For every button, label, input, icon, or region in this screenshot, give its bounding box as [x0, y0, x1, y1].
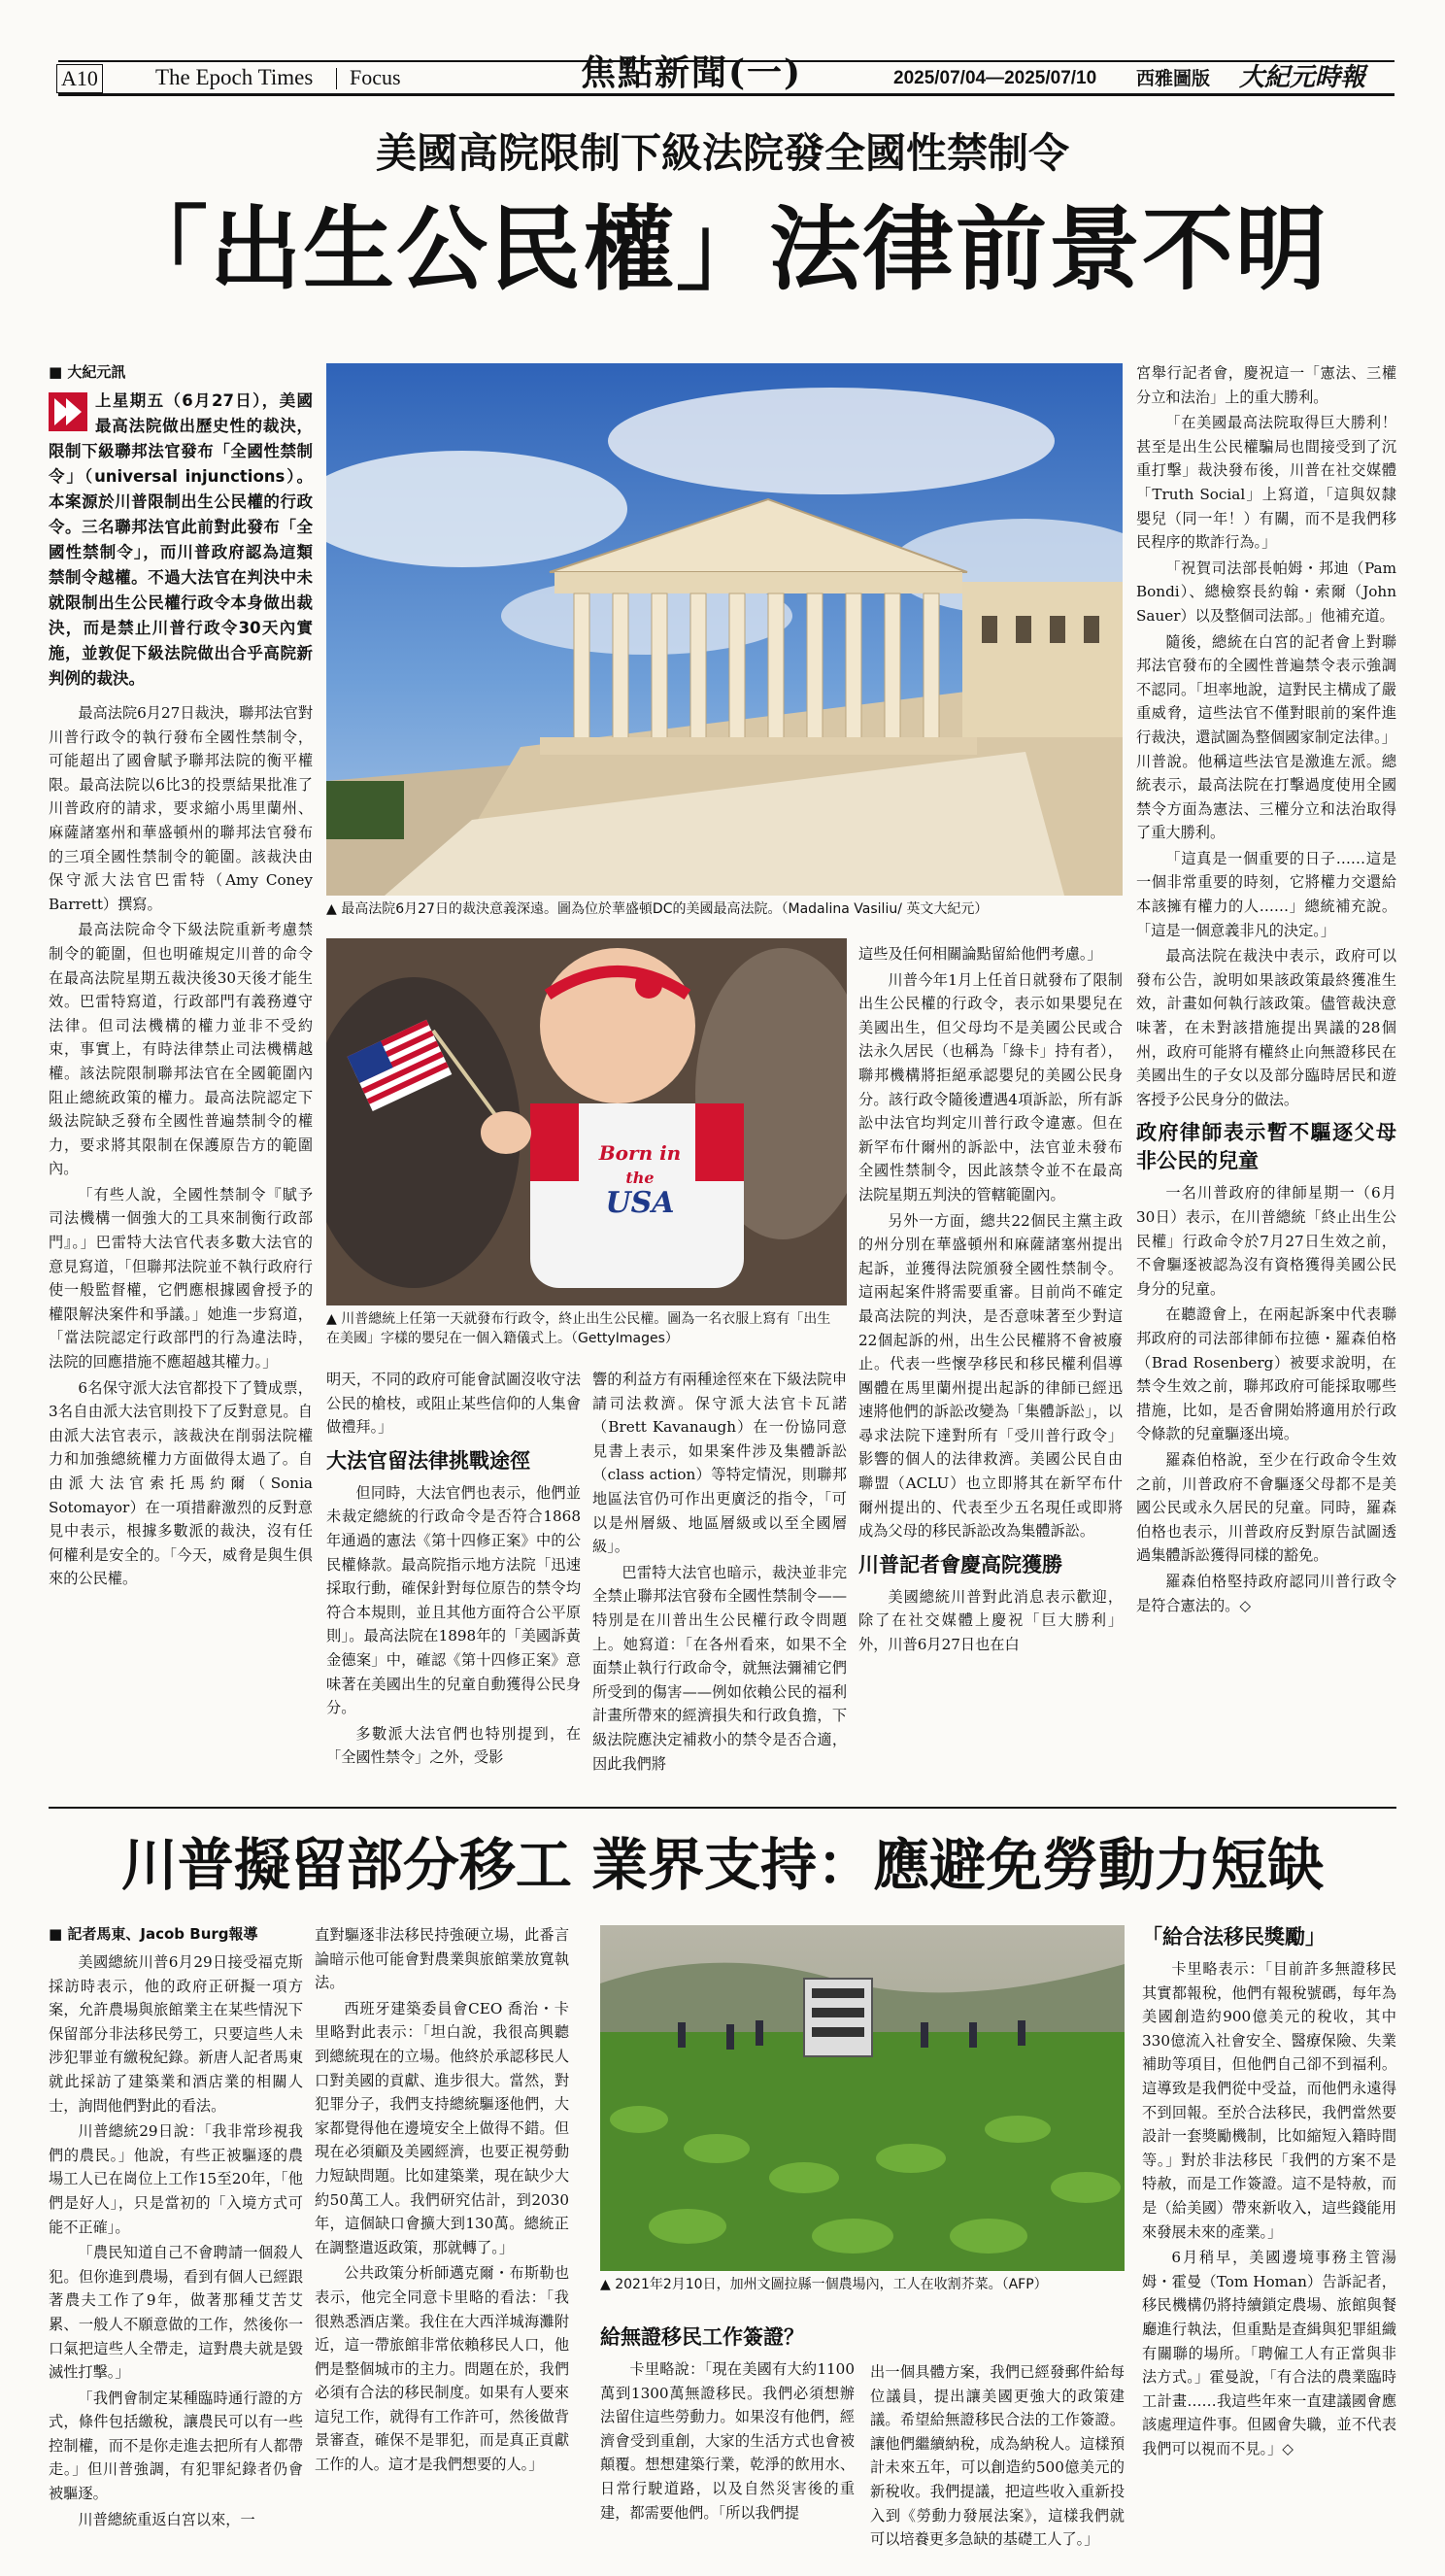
subheading-government-lawyer: 政府律師表示暫不驅逐父母非公民的兒童	[1136, 1121, 1396, 1173]
photo-farm-workers	[600, 1925, 1125, 2271]
header-rule-bottom	[58, 93, 1395, 96]
paragraph: 「農民知道自己不會聘請一個殺人犯。但你進到農場，看到有個人已經跟著農夫工作了9年，做著那種艾苦艾累、一般人不願意做的工作，然後你一口氣把這些人全帶走，這對農夫就是毀滅性打擊。」	[49, 2244, 303, 2382]
section-title: 焦點新聞(一)	[581, 52, 803, 93]
article1-column-2	[326, 1368, 581, 1791]
article2-column-2	[315, 1923, 569, 2564]
paragraph: 在聽證會上，在兩起訴案中代表聯邦政府的司法部律師布拉德・羅森伯格（Brad Rosenberg）被要求說明，在禁令生效之前，聯邦政府可能採取哪些措施，比如，是否會開始將適用於行政令條款的兒童驅逐出境。	[1136, 1305, 1396, 1443]
brand-logo: 大紀元時報	[1239, 63, 1366, 92]
photo-farm-workers-caption: ▲ 2021年2月10日，加州文圖拉縣一個農場內，工人在收割芥菜。（AFP）	[600, 2277, 1048, 2292]
paragraph: 多數派大法官們也特別提到，在「全國性禁令」之外，受影	[326, 1724, 581, 1767]
article1-column-1	[49, 361, 313, 1791]
onesie-text	[587, 1140, 693, 1220]
article2-column-4	[870, 2360, 1125, 2564]
section-english: Focus	[350, 65, 401, 89]
paragraph: 羅森伯格堅持政府認同川普行政令是符合憲法的。◇	[1136, 1572, 1396, 1614]
onesie-line-1: Born in	[598, 1141, 682, 1165]
paragraph: 「這真是一個重要的日子……這是一個非常重要的時刻，它將權力交還給本該擁有權力的人……」總統補充說。「這是一個意義非凡的決定。」	[1136, 849, 1396, 939]
lead-text: 上星期五（6月27日），美國最高法院做出歷史性的裁決，限制下級聯邦法官發布「全國性禁制令」（universal injunctions）。本案源於川普限制出生公民權的行政令。三名聯邦法官此前對此發布「全國性禁制令」，而川普政府認為這類禁制令越權。不過大法官在判決中未就限制出生公民權行政令本身做出裁決，而是禁止川普行政令30天內實施，並敦促下級法院做出合乎高院新判例的裁決。	[49, 391, 313, 688]
red-arrow-icon	[49, 392, 87, 431]
subheading-reward-legal-immigrants: 「給合法移民獎勵」	[1142, 1925, 1326, 1949]
paragraph: 最高法院命令下級法院重新考慮禁制令的範圍，但也明確規定川普的命令在最高法院星期五裁決後30天後才能生效。巴雷特寫道，行政部門有義務遵守法律。但司法機構的權力並非不受約束，事實上，有時法律禁止司法機構越權。該法院限制聯邦法官在全國範圍內阻止總統政策的權力。最高法院認定下級法院缺乏發布全國性普遍禁制令的權力，要求將其限制在保護原告方的範圍內。	[49, 921, 313, 1178]
paragraph: 但同時，大法官們也表示，他們並未裁定總統的行政命令是否符合1868年通過的憲法《第十四修正案》中的公民權條款。最高院指示地方法院「迅速採取行動，確保針對每位原告的禁令均符合本規則，並且其他方面符合公平原則」。最高法院在1898年的「美國訴黃金德案」中，確認《第十四修正案》意味著在美國出生的兒童自動獲得公民身分。	[326, 1483, 581, 1717]
page-label: A10	[56, 64, 103, 93]
paragraph: 川普總統重返白宮以來，一	[78, 2510, 255, 2528]
edition-label: 西雅圖版	[1136, 68, 1211, 89]
paragraph: 一名川普政府的律師星期一（6月30日）表示，在川普總統「終止出生公民權」行政命令於7月27日生效之前，不會驅逐被認為沒有資格獲得美國公民身分的兒童。	[1136, 1184, 1396, 1298]
photo-supreme-court-caption: ▲ 最高法院6月27日的裁決意義深遠。圖為位於華盛頓DC的美國最高法院。（Madalina Vasiliu/ 英文大紀元）	[326, 901, 989, 917]
paragraph: 「祝賀司法部長帕姆・邦迪（Pam Bondi）、總檢察長約翰・索爾（John Sauer）以及整個司法部。」他補充道。	[1136, 559, 1396, 625]
paragraph: 另外一方面，總共22個民主黨主政的州分別在華盛頓州和麻薩諸塞州提出起訴，並獲得法院頒發全國性禁制令。這兩起案件將需要重審。目前尚不確定最高法院的判決，是否意味著至少對這22個起訴的州，出生公民權將不會被廢止。代表一些懷孕移民和移民權利倡導團體在馬里蘭州提出起訴的律師已經迅速將他們的訴訟改變為「集體訴訟」，以尋求法院下達對所有「受川普行政令」影響的個人的法律救濟。美國公民自由聯盟（ACLU）也立即將其在新罕布什爾州提出的、代表至少五名現任或即將成為父母的移民訴訟改為集體訴訟。	[858, 1211, 1123, 1541]
article1-column-5	[1136, 361, 1396, 1791]
article2-headline: 川普擬留部分移工 業界支持：應避免勞動力短缺	[120, 1832, 1325, 1898]
article-divider	[49, 1807, 1396, 1809]
date-range: 2025/07/04—2025/07/10	[893, 68, 1097, 88]
photo-supreme-court	[326, 363, 1123, 896]
paragraph: 西班牙建築委員會CEO 喬治・卡里略對此表示：「坦白說，我很高興聽到總統現在的立場。他終於承認移民人口對美國的貢獻、進步很大。當然，對犯罪分子，我們支持總統驅逐他們，大家都覺得他在邊境安全上做得不錯。但現在必須顧及美國經濟，也要正視勞動力短缺問題。比如建築業，現在缺少大約50萬工人。我們研究估計，到2030年，這個缺口會擴大到130萬。總統正在調整遣返政策，那就轉了。」	[315, 1999, 569, 2256]
paragraph: 巴雷特大法官也暗示，裁決並非完全禁止聯邦法官發布全國性禁制令——特別是在川普出生公民權行政令問題上。她寫道：「在各州看來，如果不全面禁止執行行政命令，就無法彌補它們所受到的傷害——例如依賴公民的福利計畫所帶來的經濟損失和行政負擔，下級法院應決定補救小的禁令是否合適，因此我們將	[592, 1563, 847, 1773]
paragraph: 美國總統川普6月29日接受福克斯採訪時表示，他的政府正研擬一項方案，允許農場與旅館業主在某些情況下保留部分非法移民勞工，只要這些人未涉犯罪並有繳稅紀錄。新唐人記者馬東就此採訪了建築業和酒店業的相關人士，詢問他們對此的看法。	[49, 1953, 303, 2115]
paragraph: 「有些人說，全國性禁制令『賦予司法機構一個強大的工具來制衡行政部門』。」巴雷特大法官代表多數大法官的意見寫道，「但聯邦法院並不執行政府行使一般監督權，它們應根據國會授予的權限解決案件和爭議。」她進一步寫道，「當法院認定行政部門的行為違法時，法院的回應措施不應超越其權力。」	[49, 1185, 313, 1372]
article1-headline: 「出生公民權」法律前景不明	[116, 196, 1328, 303]
paragraph: 最高法院6月27日裁決，聯邦法官對川普行政令的執行發布全國性禁制令，可能超出了國會賦予聯邦法院的衡平權限。最高法院以6比3的投票結果批准了川普政府的請求，要求縮小馬里蘭州、麻薩諸塞州和華盛頓州的聯邦法官發布的三項全國性禁制令的範圍。該裁決由保守派大法官巴雷特（Amy Coney Barrett）撰寫。	[49, 704, 313, 913]
paragraph: 直對驅逐非法移民持強硬立場，此番言論暗示他可能會對農業與旅館業放寬執法。	[315, 1926, 569, 1992]
paragraph: 宮舉行記者會，慶祝這一「憲法、三權分立和法治」上的重大勝利。	[1136, 364, 1396, 406]
paragraph: 川普總統29日說：「我非常珍視我們的農民。」他說，有些正被驅逐的農場工人已在崗位上工作15至20年，「他們是好人」，只是當初的「入境方式可能不正確」。	[49, 2122, 303, 2236]
subheading-work-visa: 給無證移民工作簽證？	[600, 2325, 804, 2349]
photo-baby-flag	[326, 938, 847, 1305]
paragraph: 隨後，總統在白宮的記者會上對聯邦法官發布的全國性普遍禁令表示強調不認同。「坦率地說，這對民主構成了嚴重威脅，這些法官不僅對眼前的案件進行裁決，還試圖為整個國家制定法律。」川普說。他稱這些法官是激進左派。總統表示，最高法院在打擊過度使用全國禁令方面為憲法、三權分立和法治取得了重大勝利。	[1136, 632, 1396, 842]
article1-lead	[49, 389, 313, 692]
paragraph: 卡里略說：「現在美國有大約1100萬到1300萬無證移民。我們必須想辦法留住這些勞動力。如果沒有他們，經濟會受到重創，大家的生活方式也會被顛覆。想想建築行業，乾淨的飲用水、日常行駛道路，以及自然災害後的重建，都需要他們。「所以我們提	[600, 2360, 855, 2522]
article2-column-3	[600, 2323, 855, 2564]
paragraph: 最高法院在裁決中表示，政府可以發布公告，說明如果該政策最終獲准生效，計畫如何執行該政策。儘管裁決意味著，在未對該措施提出異議的28個州，政府可能將有權終止向無證移民在美國出生的子女以及部分臨時居民和遊客授予公民身分的做法。	[1136, 947, 1396, 1108]
article1-column-3	[592, 1368, 847, 1791]
paragraph: 明天，不同的政府可能會試圖沒收守法公民的槍枝，或阻止某些信仰的人集會做禮拜。」	[326, 1371, 581, 1437]
article2-byline: ■ 記者馬東、Jacob Burg報導	[49, 1925, 258, 1943]
paragraph: 卡里略表示：「目前許多無證移民其實都報稅，他們有報稅號碼，每年為美國創造約900億美元的稅收，其中330億流入社會安全、醫療保險、失業補助等項目，但他們自己卻不到福利。這導致是我們從中受益，而他們永遠得不到回報。至於合法移民，我們當然要設計一套獎勵機制，比如縮短入籍時間等。」對於非法移民「我們的方案不是特赦，而是工作簽證。這不是特赦，而是（給美國）帶來新收入，這些錢能用來發展未來的產業。」	[1142, 1960, 1396, 2241]
paragraph: 這些及任何相關論點留給他們考慮。」	[858, 945, 1102, 963]
article1-byline: ■ 大紀元訊	[49, 363, 126, 381]
paragraph: 川普今年1月上任首日就發布了限制出生公民權的行政令，表示如果嬰兒在美國出生，但父母均不是美國公民或合法永久居民（也稱為「綠卡」持有者），聯邦機構將拒絕承認嬰兒的美國公民身分。該行政令隨後遭遇4項訴訟，所有訴訟中法官均判定川普行政令違憲。但在新罕布什爾州的訴訟中，法官並未發布全國性禁制令，因此該禁令並不在最高法院星期五判決的管轄範圍內。	[858, 970, 1123, 1203]
paragraph: 「在美國最高法院取得巨大勝利！甚至是出生公民權騙局也間接受到了沉重打擊」裁決發布後，川普在社交媒體「Truth Social」上寫道，「這與奴隸嬰兒（同一年！）有關，而不是我們移民程序的欺詐行為。」	[1136, 414, 1396, 552]
paragraph: 羅森伯格說，至少在行政命令生效之前，川普政府不會驅逐父母都不是美國公民或永久居民的兒童。同時，羅森伯格也表示，川普政府反對原告試圖透過集體訴訟獲得同樣的豁免。	[1136, 1450, 1396, 1565]
masthead-divider	[336, 68, 337, 89]
article1-column-4	[858, 942, 1123, 1791]
paragraph: 公共政策分析師邁克爾・布斯勒也表示，他完全同意卡里略的看法：「我很熟悉酒店業。我住在大西洋城海灘附近，這一帶旅館非常依賴移民人口，他們是整個城市的主力。問題在於，我們必須有合法的移民制度。如果有人要來這兒工作，就得有工作許可，然後做背景審查，確保不是罪犯，而是真正貢獻工作的人。這才是我們想要的人。」	[315, 2264, 569, 2474]
article1-kicker: 美國高院限制下級法院發全國性禁制令	[375, 129, 1069, 177]
subheading-justices: 大法官留法律挑戰途徑	[326, 1448, 530, 1473]
paragraph: 出一個具體方案，我們已經發郵件給每位議員，提出讓美國更強大的政策建議。希望給無證移民合法的工作簽證。讓他們繼續納稅，成為納稅人。這樣預計未來五年，可以創造約500億美元的新稅收。我們提議，把這些收入重新投入到《勞動力發展法案》，這樣我們就可以培養更多急缺的基礎工人了。」	[870, 2363, 1125, 2549]
paragraph: 美國總統川普對此消息表示歡迎，除了在社交媒體上慶祝「巨大勝利」外，川普6月27日也在白	[858, 1587, 1123, 1654]
onesie-line-3: USA	[605, 1186, 675, 1220]
photo-baby-flag-caption: ▲ 川普總統上任第一天就發布行政令，終止出生公民權。圖為一名衣服上寫有「出生在美國」字樣的嬰兒在一個入籍儀式上。（GettyImages）	[326, 1311, 831, 1346]
onesie-line-2: the	[625, 1169, 655, 1187]
paragraph: 6名保守派大法官都投下了贊成票，3名自由派大法官則投下了反對意見。自由派大法官表示，該裁決在削弱法院權力和加強總統權力方面做得太過了。自由派大法官索托馬約爾（Sonia Sotomayor）在一項措辭激烈的反對意見中表示，根據多數派的裁決，沒有任何權利是安全的。「今天，威脅是與生俱來的公民權。	[49, 1378, 313, 1588]
paragraph: 6月稍早，美國邊境事務主管湯姆・霍曼（Tom Homan）告訴記者，移民機構仍將持續鎖定農場、旅館與餐廳進行執法，但重點是查緝與犯罪組織有關聯的場所。「聘僱工人有正當與非法方式。」霍曼說，「有合法的農業臨時工計畫……我這些年來一直建議國會應該處理這件事。但國會失職，並不代表我們可以視而不見。」◇	[1142, 2249, 1396, 2457]
subheading-press-conference: 川普記者會慶高院獲勝	[858, 1552, 1062, 1576]
paragraph: 「我們會制定某種臨時通行證的方式，條件包括繳稅，讓農民可以有一些控制權，而不是你走進去把所有人都帶走。」但川普強調，有犯罪紀錄者仍會被驅逐。	[49, 2389, 303, 2503]
article2-column-1	[49, 1923, 303, 2564]
paragraph: 響的利益方有兩種途徑來在下級法院申請司法救濟。保守派大法官卡瓦諾（Brett Kavanaugh）在一份協同意見書上表示，如果案件涉及集體訴訟（class action）等特定情況，則聯邦地區法官仍可作出更廣泛的指令，「可以是州層級、地區層級或以至全國層級」。	[592, 1371, 847, 1556]
masthead-english: The Epoch Times	[155, 65, 314, 89]
article2-column-5	[1142, 1923, 1396, 2564]
